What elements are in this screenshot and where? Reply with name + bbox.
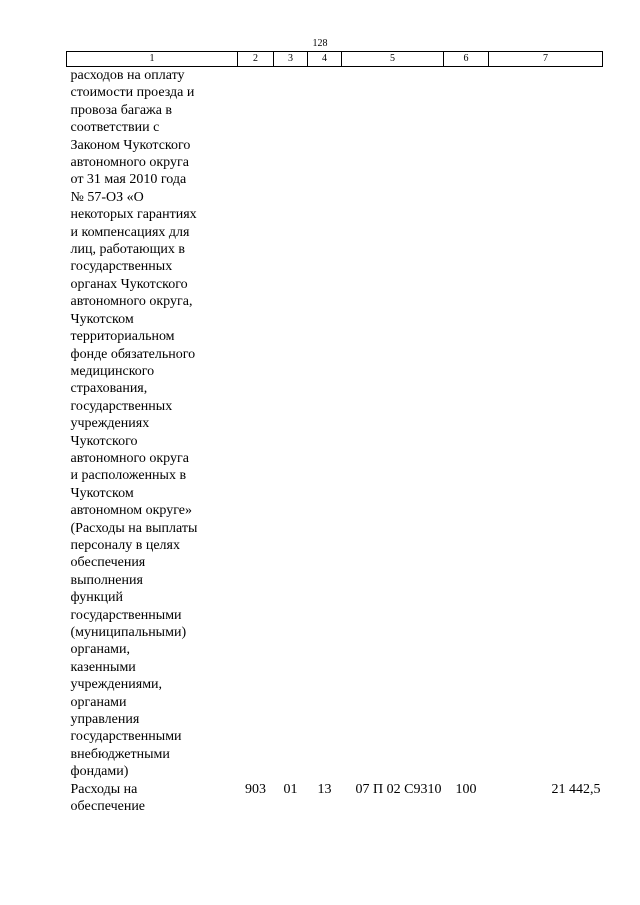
expense-type-cell [444, 67, 489, 781]
section-cell [274, 67, 308, 781]
column-header-4: 4 [308, 52, 342, 67]
column-header-6: 6 [444, 52, 489, 67]
target-article-cell: 07 П 02 С9310 [355, 781, 442, 797]
row-name-cell [67, 67, 238, 781]
budget-table [66, 51, 603, 815]
column-header-3: 3 [274, 52, 308, 67]
expense-type-cell: 100 [455, 781, 477, 797]
subsection-cell: 13 [317, 781, 332, 797]
column-number-header-row [67, 52, 603, 67]
row-name-text: расходов на оплату стоимости проезда и провоза багажа в соответствии с Законом Чукотского автономного округа от 31 мая 2010 года № 57-ОЗ «О некоторых гарантиях и компенсациях для лиц, работающих в государственных органах Чукотского автономного округа, Чукотском территориальном фонде обязательного медицинского страхования, государственных учреждениях Чукотского автономного округа и расположенных в Чукотском автономном округе» (Расходы на выплаты персоналу в целях обеспечения выполнения функций государственными (муниципальными) органами, казенными учреждениями, органами управления государственными внебюджетными фондами) [70, 68, 198, 780]
column-header-1: 1 [67, 52, 238, 67]
target-article-cell [342, 67, 444, 781]
ministry-cell [238, 67, 274, 781]
column-header-7: 7 [489, 52, 603, 67]
amount-cell [489, 67, 603, 781]
row-name-cell [67, 781, 238, 816]
section-cell: 01 [283, 781, 298, 797]
amount-cell: 21 442,5 [551, 781, 601, 797]
column-header-5: 5 [342, 52, 444, 67]
column-header-2: 2 [238, 52, 274, 67]
table-row [67, 781, 603, 816]
subsection-cell [308, 67, 342, 781]
page-number: 128 [312, 38, 328, 49]
table-row [67, 67, 603, 781]
row-name-text: Расходы на обеспечение [70, 781, 146, 815]
ministry-cell: 903 [245, 781, 266, 797]
